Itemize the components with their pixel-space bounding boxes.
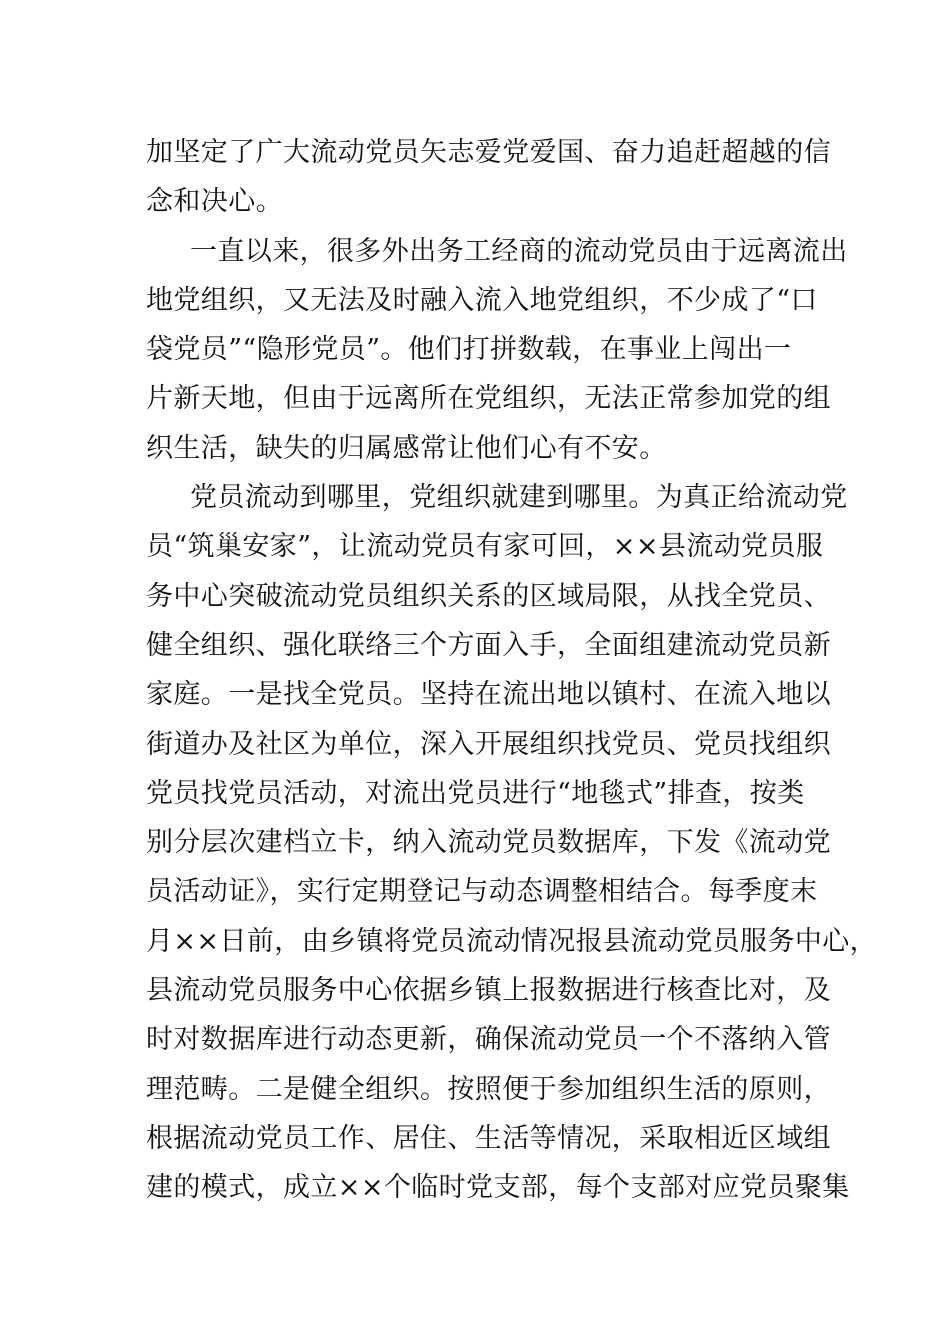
text-line: 袋党员”“隐形党员”。他们打拼数载，在事业上闯出一	[146, 334, 792, 366]
text-line: 健全组织、强化联络三个方面入手，全面组建流动党员新	[146, 629, 831, 661]
text-line: 街道办及社区为单位，深入开展组织找党员、党员找组织	[146, 728, 831, 760]
text-line: 县流动党员服务中心依据乡镇上报数据进行核查比对，及	[146, 975, 831, 1007]
text-line: 加坚定了广大流动党员矢志爱党爱国、奋力追赶超越的信	[146, 137, 831, 168]
text-line: 建的模式，成立××个临时党支部，每个支部对应党员聚集	[146, 1172, 850, 1204]
text-line: 别分层次建档立卡，纳入流动党员数据库，下发《流动党	[146, 827, 831, 859]
text-line: 织生活，缺失的归属感常让他们心有不安。	[146, 432, 667, 464]
text-line: 务中心突破流动党员组织关系的区域局限，从找全党员、	[146, 580, 831, 612]
text-line: 月××日前，由乡镇将党员流动情况报县流动党员服务中心，	[146, 925, 878, 957]
text-line: 理范畴。二是健全组织。按照便于参加组织生活的原则，	[146, 1073, 831, 1105]
text-line: 时对数据库进行动态更新，确保流动党员一个不落纳入管	[146, 1024, 831, 1056]
text-line: 党员找党员活动，对流出党员进行“地毯式”排查，按类	[146, 777, 805, 809]
text-line: 员“筑巢安家”，让流动党员有家可回，××县流动党员服	[146, 531, 824, 563]
body-text	[146, 128, 878, 1213]
text-line: 地党组织，又无法及时融入流入地党组织，不少成了“口	[146, 284, 818, 316]
text-line: 家庭。一是找全党员。坚持在流出地以镇村、在流入地以	[146, 679, 831, 711]
text-line: 员活动证》，实行定期登记与动态调整相结合。每季度末	[146, 876, 818, 908]
text-line: 念和决心。	[146, 186, 283, 218]
text-line: 根据流动党员工作、居住、生活等情况，采取相近区域组	[146, 1122, 831, 1154]
paragraph-start-line: 一直以来，很多外出务工经商的流动党员由于远离流出	[190, 235, 848, 267]
text-line: 片新天地，但由于远离所在党组织，无法正常参加党的组	[146, 383, 831, 415]
paragraph-start-line: 党员流动到哪里，党组织就建到哪里。为真正给流动党	[190, 482, 848, 514]
